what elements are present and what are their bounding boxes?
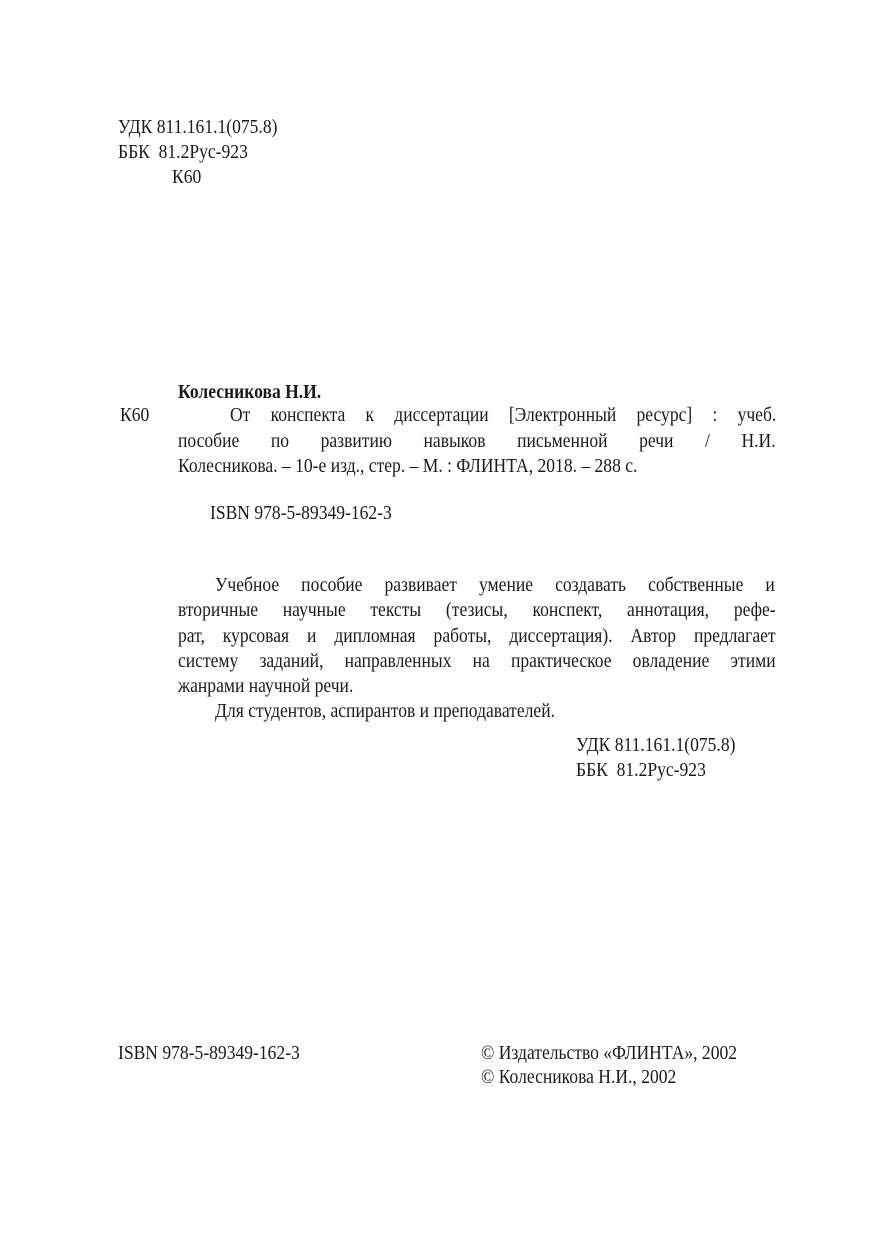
- abstract-line: Учебное пособие развивает умение создавать собственные и: [215, 575, 775, 596]
- abstract-udk: УДК 811.161.1(075.8): [576, 735, 736, 756]
- record-line: Колесникова. – 10-е изд., стер. – М. : ФЛИНТА, 2018. – 288 с.: [178, 456, 638, 477]
- abstract-bbk: ББК 81.2Рус-923: [576, 760, 706, 781]
- abstract-line: рат, курсовая и дипломная работы, диссертация). Автор предлагает: [178, 626, 776, 647]
- copyright-publisher: © Издательство «ФЛИНТА», 2002: [481, 1043, 738, 1064]
- author-name: Колесникова Н.И.: [178, 382, 322, 403]
- udk-code: УДК 811.161.1(075.8): [118, 117, 278, 138]
- record-line: От конспекта к диссертации [Электронный ресурс] : учеб.: [230, 405, 777, 426]
- bbk-code: ББК 81.2Рус-923: [118, 142, 248, 163]
- record-line: пособие по развитию навыков письменной речи / Н.И.: [178, 431, 776, 452]
- record-isbn: ISBN 978-5-89349-162-3: [210, 503, 392, 524]
- abstract-line: вторичные научные тексты (тезисы, конспект, аннотация, рефе-: [178, 600, 776, 621]
- abstract-line: жанрами научной речи.: [178, 676, 354, 697]
- audience-line: Для студентов, аспирантов и преподавателей.: [215, 701, 555, 722]
- abstract-line: систему заданий, направленных на практическое овладение этими: [178, 651, 776, 672]
- record-author-mark: К60: [120, 405, 150, 426]
- footer-isbn: ISBN 978-5-89349-162-3: [118, 1043, 300, 1064]
- author-mark: К60: [172, 167, 202, 188]
- copyright-author: © Колесникова Н.И., 2002: [481, 1067, 677, 1088]
